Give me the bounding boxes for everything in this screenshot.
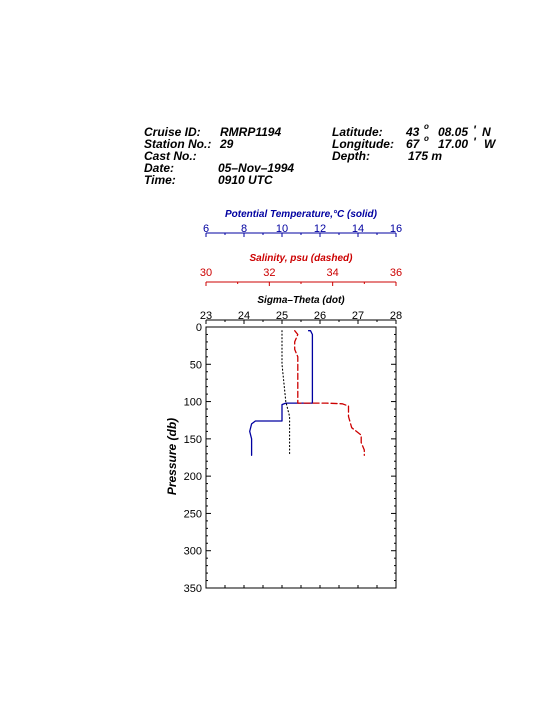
axis-2-tick-label-0: 23 — [199, 310, 213, 322]
depth-value: 175 m — [408, 149, 443, 163]
y-tick-label-0: 0 — [195, 322, 202, 334]
depth-label: Depth: — [332, 149, 370, 163]
y-tick-label-6: 300 — [183, 545, 202, 558]
axis-title-1: Salinity, psu (dashed) — [249, 253, 353, 264]
date-value: 05–Nov–1994 — [218, 161, 295, 175]
axis-0-tick-label-4: 14 — [351, 223, 365, 235]
latitude-minute-symbol: ' — [473, 123, 476, 137]
axis-2-tick-label-1: 24 — [237, 310, 251, 322]
latitude-label: Latitude: — [332, 125, 383, 139]
longitude-minute-symbol: ' — [473, 135, 476, 149]
axis-0-tick-label-0: 6 — [202, 223, 210, 235]
longitude-degree-symbol: o — [424, 134, 429, 143]
axis-2-tick-label-3: 26 — [313, 310, 327, 322]
axis-1-tick-label-2: 34 — [326, 267, 339, 279]
y-tick-label-3: 150 — [183, 433, 202, 446]
y-tick-label-1: 50 — [189, 359, 202, 372]
latitude-degrees: 43 — [406, 125, 420, 139]
axis-2-tick-label-4: 27 — [351, 310, 365, 322]
axis-0-tick-label-3: 12 — [313, 223, 327, 235]
y-tick-label-7: 350 — [183, 583, 202, 595]
longitude-hemisphere: W — [484, 137, 496, 151]
series-line-salinity — [295, 331, 365, 456]
series-line-sigma-theta — [282, 331, 290, 456]
station-value: 29 — [220, 137, 234, 151]
latitude-hemisphere: N — [482, 125, 491, 139]
cruise-id-value: RMRP1194 — [220, 125, 282, 139]
latitude-degree-symbol: o — [424, 122, 429, 131]
axis-1-tick-label-3: 36 — [389, 267, 403, 279]
axis-0-tick-label-1: 8 — [240, 223, 248, 235]
cruise-id-label: Cruise ID: — [144, 125, 201, 139]
longitude-label: Longitude: — [332, 137, 394, 151]
axis-1-tick-label-1: 32 — [263, 267, 276, 279]
y-tick-label-5: 250 — [183, 508, 202, 521]
axis-2-tick-label-2: 25 — [275, 310, 289, 322]
y-tick-label-2: 100 — [183, 396, 202, 409]
date-label: Date: — [144, 161, 175, 175]
axis-0-tick-label-5: 16 — [389, 223, 403, 235]
longitude-minutes: 17.00 — [438, 137, 469, 151]
axis-2-tick-label-5: 28 — [389, 310, 403, 322]
time-label: Time: — [144, 173, 176, 187]
longitude-degrees: 67 — [406, 137, 420, 151]
axis-title-2: Sigma–Theta (dot) — [257, 295, 345, 306]
time-value: 0910 UTC — [218, 173, 273, 187]
axis-1-tick-label-0: 30 — [199, 267, 213, 279]
axis-title-0: Potential Temperature,°C (solid) — [225, 209, 377, 220]
cast-label: Cast No.: — [144, 149, 197, 163]
y-tick-label-4: 200 — [183, 471, 202, 484]
y-axis-label: Pressure (db) — [165, 417, 179, 496]
latitude-minutes: 08.05 — [438, 125, 469, 139]
axis-0-tick-label-2: 10 — [275, 223, 289, 235]
plot-frame — [206, 327, 396, 588]
station-label: Station No.: — [144, 137, 212, 151]
series-line-potential-temperature — [250, 331, 313, 456]
